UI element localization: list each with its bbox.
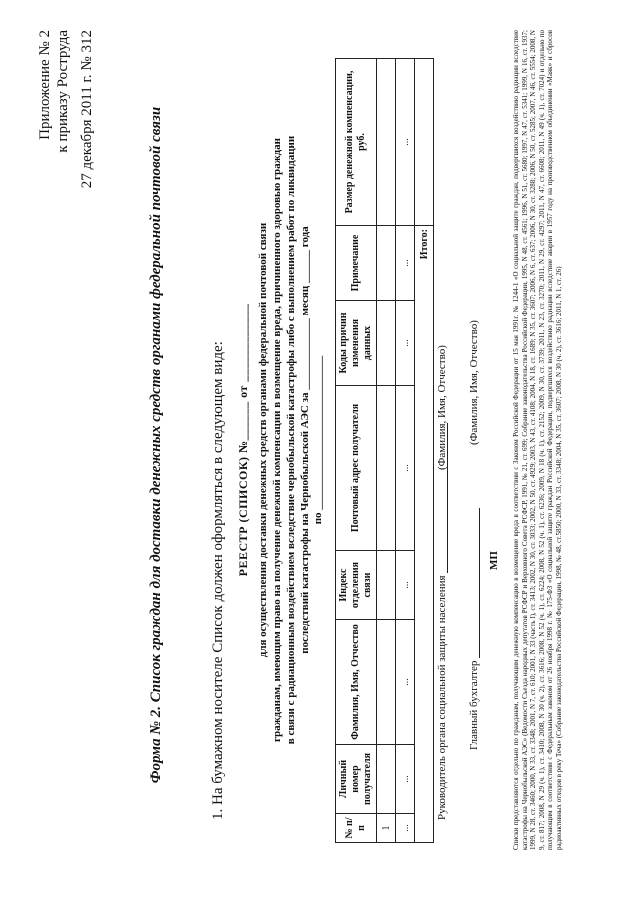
table-cell: ... xyxy=(396,745,415,814)
appendix-date: 27 декабря 2011 г. № 312 xyxy=(79,30,95,189)
table-cell: ... xyxy=(396,301,415,386)
table-cell: ... xyxy=(396,226,415,301)
header-cell-personal-number: Личный номер получателя xyxy=(336,745,377,814)
table-cell: ... xyxy=(396,814,415,843)
table-cell xyxy=(377,551,396,620)
registry-line-2: гражданам, имеющим право на получение денежной компенсации в возмещение вреда, причиненного здоровью граждан xyxy=(271,137,283,743)
header-cell-change-codes: Коды причин изменения данных xyxy=(336,301,377,386)
registry-line-3: в связи с радиационным воздействием вследствие чернобыльской катастрофы либо с выполнением работ по ликвидации xyxy=(285,135,297,745)
table-row xyxy=(396,59,415,843)
accountant-signature-row xyxy=(468,508,480,750)
table-header-row xyxy=(336,59,377,843)
accountant-name-hint: (Фамилия, Имя, Отчество) xyxy=(468,320,480,445)
table-cell: ... xyxy=(396,620,415,745)
table-cell xyxy=(377,59,396,226)
accountant-signature-label: Главный бухгалтер xyxy=(468,660,480,750)
table-row xyxy=(377,59,396,843)
footnote-text: Списки представляются отдельно по гражданам, получающим денежную компенсацию в возмещение вреда в соответствии с Законом Российской Федерации от 15 мая 1991г. № 1244-1 «О социальной защите граждан, подвергшихся воздействию радиации вследствие катастрофы на Чернобыльской АЭС» (Ведомости Съезда народных депутатов РСФСР и Верховного Совета РСФСР, 1991, № 21, ст. 699; Собрание законодательства Российской Федерации, 1995, N 48, ст. 4561; 1996, N 51, ст. 5680; 1997, N 47, ст. 5341; 1999, N 16, ст. 1937; 1999, N 28, ст. 3460; 2000, N 33, ст. 3348; 2001, N 7, ст. 610; 2001, N 33 (часть I), ст. 3413; 2002, N 30, ст. 3033; 2002, N 50, ст. 4929; 2003, N 43, ст. 4108; 2004, N 18, ст. 1689; N 35, ст. 3607; 2006, N 6, ст. 637; 2006, N 30, ст. 3288; 2006, N 50, ст. 5285; 2007, N 46, ст. 5554; 2008, N 9, ст. 817; 2008, N 29 (ч. 1), ст. 3410; 2008, N 30 (ч. 2), ст. 3616; 2008, N 52 (ч. 1), ст. 6224; 2008, N 52 (ч. 1), ст. 6236; 2009, N 18 (ч. 1), ст. 2152; 2009, N 30, ст. 3739; 2011, N 23, ст. 3270; 2011, N 29, ст. 4297; 2011, N 47, ст. 6608; 2011, N 49 (ч. 1), ст. 7024) и отдельно по получающим в соответствии с Федеральным законом от 26 ноября 1998 г. № 175-ФЗ «О социальной защите граждан Российской Федерации, подвергшихся воздействию радиации вследствие аварии в 1957 году на производственном объединении «Маяк» и сбросов радиоактивных отходов в реку Теча» (Собрание законодательства Российской Федерации, 1998, № 48, ст.5850; 2000, N 33, ст. 3348; 2004, N 35, ст. 3607; 2008, N 30 (ч. 2), ст. 3616; 2011, N 1, ст. 26) xyxy=(512,29,563,850)
registry-title: РЕЕСТР (СПИСОК) №______ от ____________ xyxy=(236,303,250,577)
head-name-hint: (Фамилия, Имя, Отчество) xyxy=(436,345,448,470)
header-cell-compensation: Размер денежной компенсации, руб. xyxy=(336,59,377,226)
table-cell xyxy=(377,386,396,551)
intro-text: 1. На бумажном носителе Список должен оформляться в следующем виде: xyxy=(210,341,226,820)
registry-table xyxy=(335,58,434,843)
total-value-cell xyxy=(415,59,434,226)
table-cell: ... xyxy=(396,59,415,226)
total-label: Итого: xyxy=(415,226,434,843)
header-cell-postal-index: Индекс отделения связи xyxy=(336,551,377,620)
head-signature-label: Руководитель органа социальной защиты населения xyxy=(436,575,448,820)
registry-line-5: по ____________________________ xyxy=(312,355,324,525)
accountant-signature-line xyxy=(469,508,480,658)
appendix-number: Приложение № 2 xyxy=(37,30,53,140)
header-cell-note: Примечание xyxy=(336,226,377,301)
stamp-mark: МП xyxy=(488,551,500,570)
table-cell: ... xyxy=(396,386,415,551)
form-title: Форма № 2. Список граждан для доставки денежных средств органами федеральной почтовой связи xyxy=(148,106,164,784)
head-signature-row xyxy=(436,423,448,820)
appendix-order: к приказу Роструда xyxy=(55,30,71,153)
registry-line-1: для осуществления доставки денежных средств органами федеральной почтовой связи xyxy=(257,222,269,658)
table-cell: ... xyxy=(396,551,415,620)
table-total-row xyxy=(415,59,434,843)
appendix-header xyxy=(36,30,96,188)
table-cell xyxy=(377,620,396,745)
header-cell-full-name: Фамилия, Имя, Отчество xyxy=(336,620,377,745)
table-cell: 1 xyxy=(377,814,396,843)
registry-line-4: последствий катастрофы на Чернобыльской АЭС за _____________ месяц ______ года xyxy=(299,226,311,654)
table-cell xyxy=(377,745,396,814)
table-cell xyxy=(377,301,396,386)
header-cell-address: Почтовый адрес получателя xyxy=(336,386,377,551)
header-cell-number: № п/п xyxy=(336,814,377,843)
table-cell xyxy=(377,226,396,301)
